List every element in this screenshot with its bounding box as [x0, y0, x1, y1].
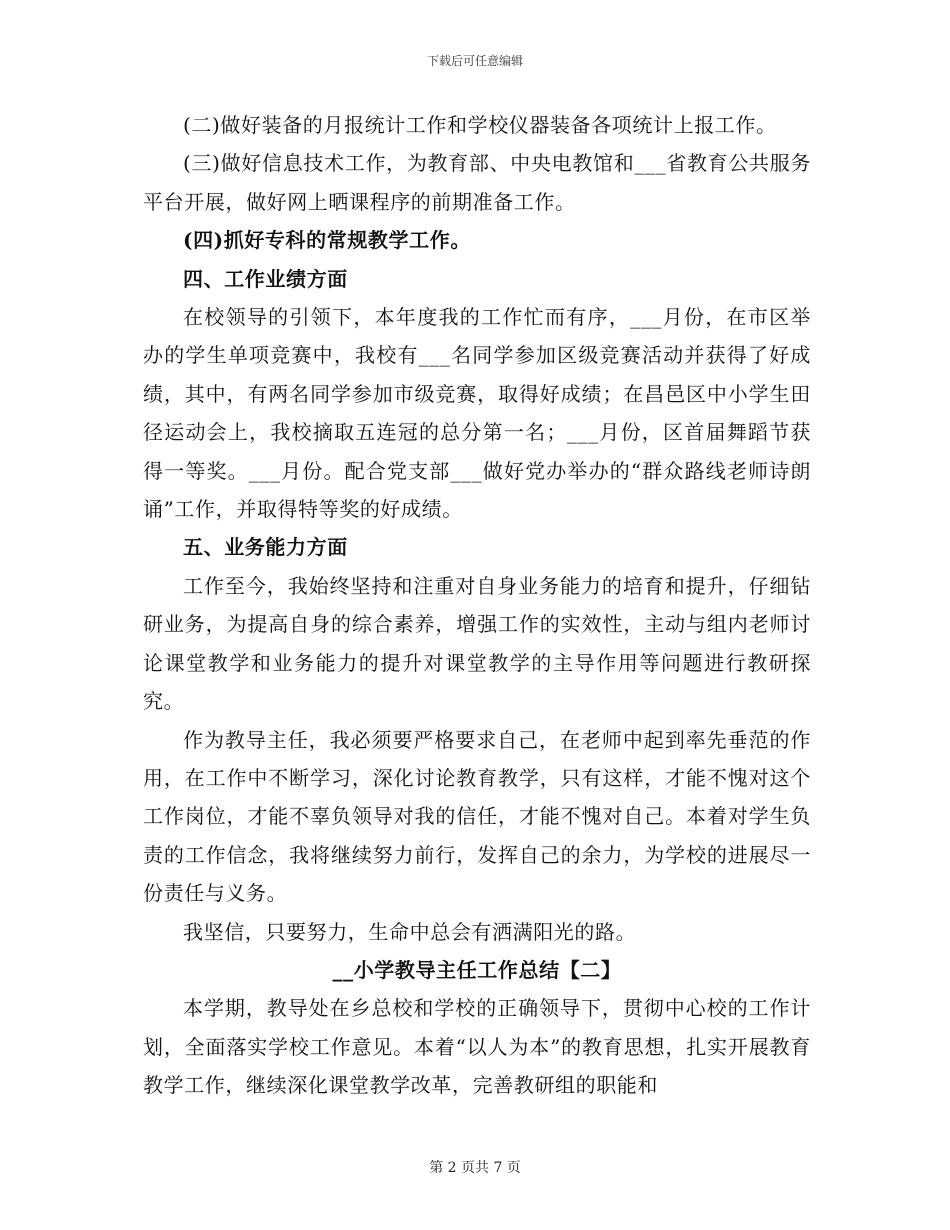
paragraph-regular-teaching: (四)抓好专科的常规教学工作。: [183, 228, 471, 253]
paragraph-achievements: 在校领导的引领下，本年度我的工作忙而有序，___月份，在市区举办的学生单项竞赛中，我校有___名同学参加区级竞赛活动并获得了好成绩，其中，有两名同学参加市级竞赛，取得好成绩；在昌邑区中小学生田径运动会上，我校摘取五连冠的总分第一名；___月份，区首届舞蹈节获得一等奖。___月份。配合党支部___做好党办举办的“群众路线老师诗朗诵”工作，并取得特等奖的好成绩。: [143, 305, 811, 522]
page-number: 第 2 页共 7 页: [429, 1160, 521, 1176]
paragraph-semester-intro: 本学期，教导处在乡总校和学校的正确领导下，贯彻中心校的工作计划，全面落实学校工作意见。本着“以人为本”的教育思想，扎实开展教育教学工作，继续深化课堂教学改革，完善教研组的职能和: [143, 996, 811, 1098]
paragraph-equipment-statistics: (二)做好装备的月报统计工作和学校仪器装备各项统计上报工作。: [183, 113, 777, 137]
section-heading-achievements: 四、工作业绩方面: [183, 266, 348, 291]
paragraph-it-work: (三)做好信息技术工作，为教育部、中央电教馆和___省教育公共服务平台开展，做好网上晒课程序的前期准备工作。: [143, 151, 811, 214]
section-heading-ability: 五、业务能力方面: [183, 535, 348, 560]
paragraph-ability: 工作至今，我始终坚持和注重对自身业务能力的培育和提升，仔细钻研业务，为提高自身的综合素养，增强工作的实效性，主动与组内老师讨论课堂教学和业务能力的提升对课堂教学的主导作用等问题进行教研探究。: [143, 573, 811, 714]
paragraph-belief: 我坚信，只要努力，生命中总会有洒满阳光的路。: [183, 919, 637, 944]
paragraph-director-role: 作为教导主任，我必须要严格要求自己，在老师中起到率先垂范的作用，在工作中不断学习，深化讨论教育教学，只有这样，才能不愧对这个工作岗位，才能不辜负领导对我的信任，才能不愧对自己。本着对学生负责的工作信念，我将继续努力前行，发挥自己的余力，为学校的进展尽一份责任与义务。: [143, 727, 811, 906]
summary-title: __小学教导主任工作总结【二】: [332, 957, 622, 982]
document-body: [143, 106, 811, 1105]
page-header: 下载后可任意编辑: [426, 54, 523, 68]
